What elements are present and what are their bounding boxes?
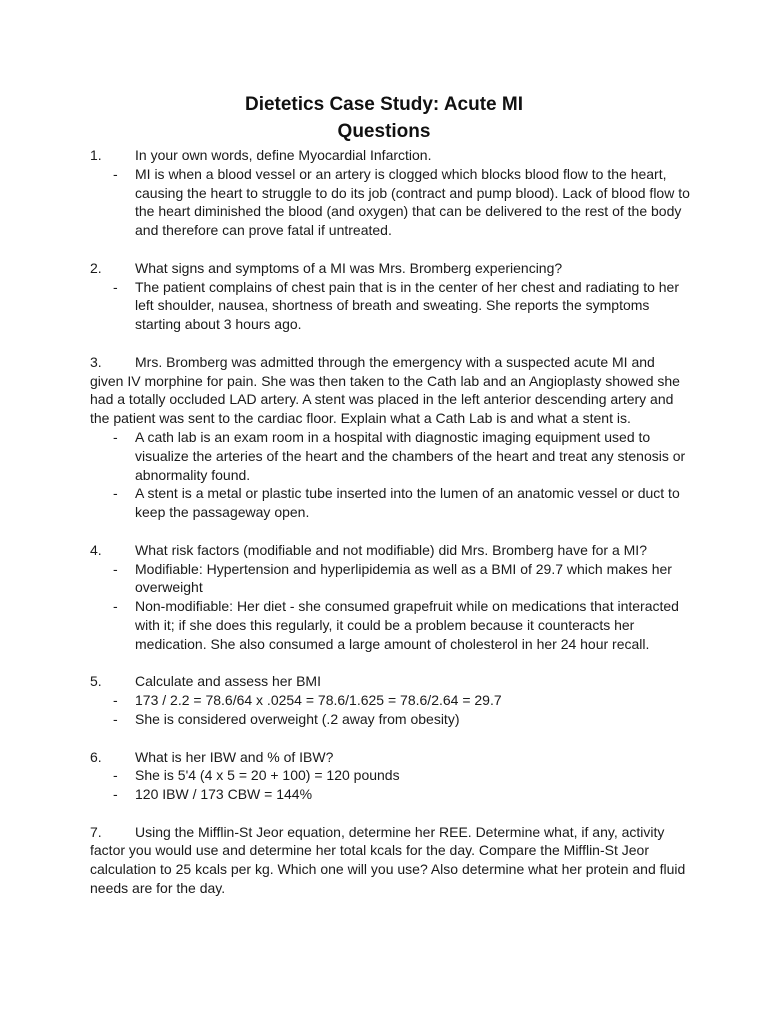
- answer-bullet: [90, 278, 690, 334]
- answer-bullet: [90, 691, 690, 710]
- question-number: 1.: [90, 147, 102, 163]
- answer-text: She is 5'4 (4 x 5 = 20 + 100) = 120 pounds: [135, 767, 400, 784]
- answer-text: Non-modifiable: Her diet - she consumed grapefruit while on medications that interacted with it; if she does this regularly, it could be a problem because it counteracts her medication. She also consumed a large amount of cholesterol in her 24 hour recall.: [135, 598, 679, 652]
- answer-text: Modifiable: Hypertension and hyperlipidemia as well as a BMI of 29.7 which makes her overweight: [135, 560, 672, 596]
- bullet-marker: -: [113, 598, 118, 615]
- answer-bullet: [90, 484, 690, 522]
- answer-text: 120 IBW / 173 CBW = 144%: [135, 786, 313, 803]
- question-number: 2.: [90, 259, 102, 276]
- question-number: 6.: [90, 748, 102, 765]
- answer-text: MI is when a blood vessel or an artery is clogged which blocks blood flow to the heart, causing the heart to struggle to do its job (contract and pump blood). Lack of blood flow to the heart diminished the blood (and oxygen) that can be delivered to the rest of the body and therefore can prove fatal if untreated.: [135, 165, 690, 239]
- document-subtitle: Questions: [337, 121, 431, 142]
- answer-bullet: [90, 428, 690, 484]
- answer-text: 173 / 2.2 = 78.6/64 x .0254 = 78.6/1.625 = 78.6/2.64 = 29.7: [135, 692, 502, 709]
- answer-bullet: [90, 785, 690, 804]
- question-text: Using the Mifflin-St Jeor equation, determine her REE. Determine what, if any, activity factor you would use and determine her total kcals for the day. Compare the Mifflin-St Jeor calculation to 25 kcals per kg. Which one will you use? Also determine what her protein and fluid needs are for the day.: [90, 823, 686, 897]
- answer-text: A stent is a metal or plastic tube inserted into the lumen of an anatomic vessel or duct to keep the passageway open.: [135, 485, 680, 521]
- question-text: In your own words, define Myocardial Infarction.: [135, 147, 432, 163]
- answer-bullet: [90, 766, 690, 785]
- question-text: What signs and symptoms of a MI was Mrs. Bromberg experiencing?: [135, 259, 563, 276]
- bullet-marker: -: [113, 165, 118, 182]
- bullet-marker: -: [113, 278, 118, 295]
- question-number: 4.: [90, 541, 102, 558]
- answer-text: A cath lab is an exam room in a hospital with diagnostic imaging equipment used to visualize the arteries of the heart and the chambers of the heart and treat any stenosis or abnormality found.: [135, 428, 686, 483]
- question-text: Calculate and assess her BMI: [135, 673, 321, 690]
- question-text: What is her IBW and % of IBW?: [135, 748, 334, 765]
- answer-bullet: [90, 165, 690, 240]
- answer-text: She is considered overweight (.2 away from obesity): [135, 710, 460, 727]
- bullet-marker: -: [113, 560, 118, 577]
- answer-bullet: [90, 560, 690, 598]
- question-2: [90, 259, 690, 334]
- answer-bullet: [90, 710, 690, 729]
- question-number: 7.: [90, 823, 102, 840]
- question-list: [90, 146, 690, 898]
- bullet-marker: -: [113, 767, 118, 784]
- question-1: [90, 146, 690, 240]
- bullet-marker: -: [113, 710, 118, 727]
- question-3: [90, 353, 690, 522]
- bullet-marker: -: [113, 428, 118, 445]
- question-6: [90, 748, 690, 804]
- bullet-marker: -: [113, 786, 118, 803]
- question-text: What risk factors (modifiable and not modifiable) did Mrs. Bromberg have for a MI?: [135, 541, 647, 558]
- question-4: [90, 541, 690, 654]
- answer-bullet: [90, 597, 690, 653]
- document-title: Dietetics Case Study: Acute MI: [244, 94, 524, 115]
- question-5: [90, 672, 690, 728]
- question-text: Mrs. Bromberg was admitted through the emergency with a suspected acute MI and given IV morphine for pain. She was then taken to the Cath lab and an Angioplasty showed she had a totally occluded LAD artery. A stent was placed in the left anterior descending artery and the patient was sent to the cardiac floor. Explain what a Cath Lab is and what a stent is.: [90, 353, 680, 427]
- question-7: [90, 823, 690, 898]
- question-paragraph: [90, 353, 690, 428]
- question-paragraph: [90, 823, 690, 898]
- answer-text: The patient complains of chest pain that is in the center of her chest and radiating to her left shoulder, nausea, shortness of breath and sweating. She reports the symptoms starting about 3 hours ago.: [135, 278, 679, 333]
- question-number: 3.: [90, 353, 102, 370]
- question-number: 5.: [90, 673, 102, 690]
- bullet-marker: -: [113, 485, 118, 502]
- bullet-marker: -: [113, 692, 118, 709]
